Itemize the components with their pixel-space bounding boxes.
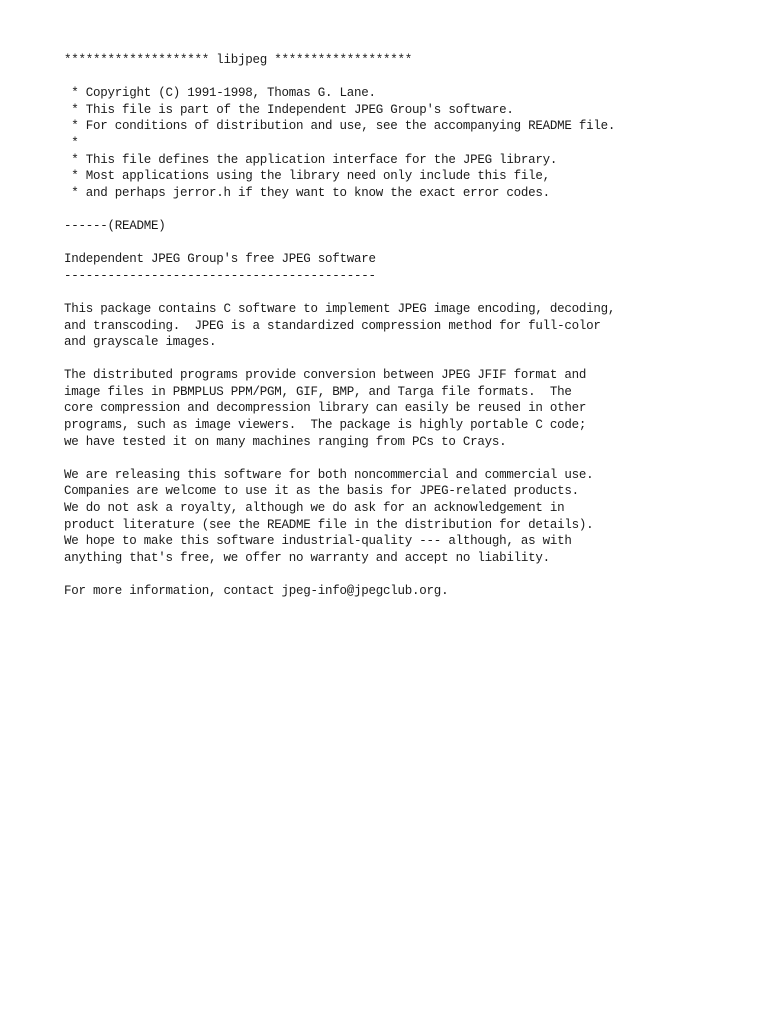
comment-line: * Copyright (C) 1991-1998, Thomas G. Lane.: [64, 86, 376, 101]
comment-line: * This file is part of the Independent JPEG Group's software.: [64, 102, 514, 117]
paragraph-line: We hope to make this software industrial-quality --- although, as with: [64, 534, 572, 549]
comment-line: *: [64, 135, 79, 150]
readme-paragraph: [64, 367, 754, 450]
blank-line: [64, 69, 754, 86]
blank-line: [64, 566, 754, 583]
paragraph-line: and transcoding. JPEG is a standardized compression method for full-color: [64, 318, 601, 333]
paragraph-line: Companies are welcome to use it as the basis for JPEG-related products.: [64, 484, 579, 499]
paragraph-line: anything that's free, we offer no warranty and accept no liability.: [64, 550, 550, 565]
paragraph-line: We are releasing this software for both noncommercial and commercial use.: [64, 467, 594, 482]
blank-line: [64, 235, 754, 252]
paragraph-line: we have tested it on many machines ranging from PCs to Crays.: [64, 434, 507, 449]
readme-title: Independent JPEG Group's free JPEG software: [64, 252, 376, 267]
paragraph-line: product literature (see the README file in the distribution for details).: [64, 517, 594, 532]
comment-line: * This file defines the application interface for the JPEG library.: [64, 152, 558, 167]
paragraph-line: We do not ask a royalty, although we do ask for an acknowledgement in: [64, 501, 565, 516]
paragraph-line: and grayscale images.: [64, 335, 217, 350]
readme-title-underline: -------------------------------------------: [64, 268, 376, 283]
blank-line: [64, 284, 754, 301]
blank-line: [64, 450, 754, 467]
blank-line: [64, 351, 754, 368]
blank-line: [64, 201, 754, 218]
contact-line: For more information, contact jpeg-info@jpegclub.org.: [64, 584, 449, 598]
readme-marker: ------(README): [64, 218, 166, 233]
readme-paragraph: [64, 467, 754, 567]
comment-line: * Most applications using the library need only include this file,: [64, 169, 550, 184]
paragraph-line: core compression and decompression library can easily be reused in other: [64, 401, 587, 416]
header-banner: ******************** libjpeg *******************: [64, 53, 413, 67]
comment-block: [64, 85, 754, 201]
paragraph-line: image files in PBMPLUS PPM/PGM, GIF, BMP, and Targa file formats. The: [64, 384, 572, 399]
paragraph-line: The distributed programs provide conversion between JPEG JFIF format and: [64, 368, 587, 383]
readme-paragraph: [64, 301, 754, 351]
paragraph-line: This package contains C software to implement JPEG image encoding, decoding,: [64, 301, 616, 316]
readme-paragraph: [64, 583, 754, 600]
comment-line: * and perhaps jerror.h if they want to know the exact error codes.: [64, 185, 550, 200]
comment-line: * For conditions of distribution and use, see the accompanying README file.: [64, 119, 616, 134]
paragraph-line: programs, such as image viewers. The package is highly portable C code;: [64, 418, 587, 433]
document-body: [64, 52, 754, 600]
